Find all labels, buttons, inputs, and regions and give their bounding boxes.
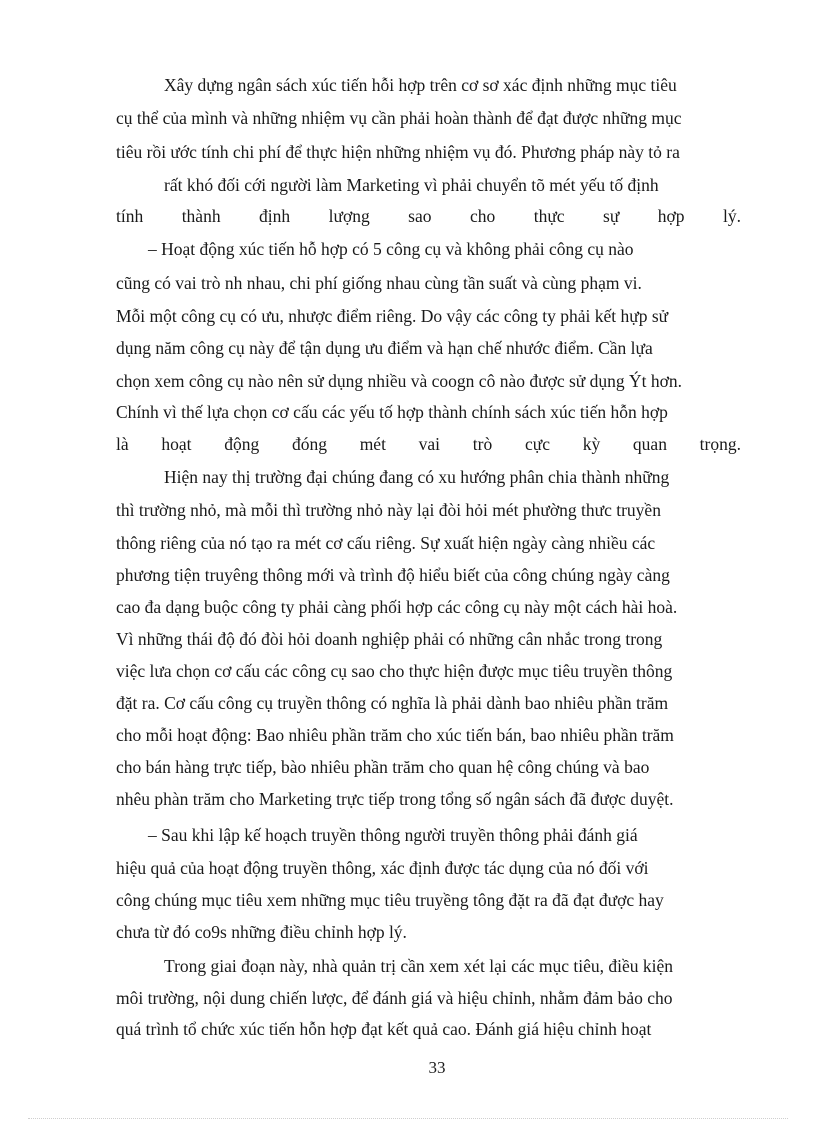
text-line: môi trường, nội dung chiến lược, để đánh giá và hiệu chỉnh, nhằm đảm bảo cho bbox=[116, 988, 673, 1008]
text-line: Chính vì thế lựa chọn cơ cấu các yếu tố hợp thành chính sách xúc tiến hỗn hợp bbox=[116, 402, 668, 422]
page-bottom-divider bbox=[28, 1118, 788, 1119]
text-line: thông riêng của nó tạo ra mét cơ cấu riêng. Sự xuất hiện ngày càng nhiều các bbox=[116, 533, 656, 553]
text-line: là hoạt động đóng mét vai trò cực kỳ quan trọng. bbox=[116, 434, 741, 454]
text-line: phương tiện truyêng thông mới và trình độ hiểu biết của công chúng ngày càng bbox=[116, 565, 670, 585]
text-line: đặt ra. Cơ cấu công cụ truyền thông có nghĩa là phải dành bao nhiêu phần trăm bbox=[116, 693, 669, 713]
page-number: 33 bbox=[428, 1058, 446, 1077]
text-line: chưa từ đó co9s những điều chỉnh hợp lý. bbox=[116, 922, 407, 942]
text-line: nhêu phàn trăm cho Marketing trực tiếp trong tổng số ngân sách đã được duyệt. bbox=[116, 789, 674, 809]
text-line: cho mỗi hoạt động: Bao nhiêu phần trăm cho xúc tiến bán, bao nhiêu phần trăm bbox=[116, 725, 674, 745]
text-line: chọn xem công cụ nào nên sử dụng nhiều và coogn cô nào được sử dụng Ýt hơn. bbox=[116, 371, 683, 391]
text-line: rất khó đối cới người làm Marketing vì phải chuyển tõ mét yếu tố định bbox=[164, 175, 659, 195]
text-line: – Sau khi lập kế hoạch truyền thông người truyền thông phải đánh giá bbox=[148, 825, 638, 845]
text-line: – Hoạt động xúc tiến hỗ hợp có 5 công cụ và không phải công cụ nào bbox=[148, 239, 634, 259]
text-line: Vì những thái độ đó đòi hỏi doanh nghiệp phải có những cân nhắc trong trong bbox=[116, 629, 663, 649]
text-line: công chúng mục tiêu xem những mục tiêu truyềng tông đặt ra đã đạt được hay bbox=[116, 890, 664, 910]
text-line: Hiện nay thị trường đại chúng đang có xu hướng phân chia thành những bbox=[164, 467, 670, 487]
text-line: tiêu rồi ước tính chi phí để thực hiện những nhiệm vụ đó. Phương pháp này tỏ ra bbox=[116, 142, 680, 162]
text-line: cũng có vai trò nh nhau, chi phí giống nhau cùng tần suất và cùng phạm vi. bbox=[116, 273, 642, 293]
text-line: cao đa dạng buộc công ty phải càng phối hợp các công cụ này một cách hài hoà. bbox=[116, 597, 678, 617]
text-line: thì trường nhỏ, mà mỗi thì trường nhỏ này lại đòi hỏi mét phường thưc truyền bbox=[116, 500, 661, 520]
text-line: Mỗi một công cụ có ưu, nhược điểm riêng. Do vậy các công ty phải kết hựp sử bbox=[116, 306, 669, 326]
text-line: dụng năm công cụ này để tận dụng ưu điểm và hạn chế nhước điểm. Cần lựa bbox=[116, 338, 653, 358]
text-line: Xây dựng ngân sách xúc tiến hỗi hợp trên cơ sơ xác định những mục tiêu bbox=[164, 75, 677, 95]
text-line: Trong giai đoạn này, nhà quản trị cần xem xét lại các mục tiêu, điều kiện bbox=[164, 956, 673, 976]
text-line: việc lưa chọn cơ cấu các công cụ sao cho thực hiện được mục tiêu truyền thông bbox=[116, 661, 673, 681]
text-line: hiệu quả của hoạt động truyền thông, xác định được tác dụng của nó đối với bbox=[116, 858, 649, 878]
text-line: quá trình tổ chức xúc tiến hỗn hợp đạt kết quả cao. Đánh giá hiệu chỉnh hoạt bbox=[116, 1019, 652, 1039]
text-line: tính thành định lượng sao cho thực sự hợp lý. bbox=[116, 206, 741, 226]
text-line: cho bán hàng trực tiếp, bào nhiêu phần trăm cho quan hệ công chúng và bao bbox=[116, 757, 650, 777]
text-line: cụ thể của mình và những nhiệm vụ cần phải hoàn thành để đạt được những mục bbox=[116, 108, 682, 128]
